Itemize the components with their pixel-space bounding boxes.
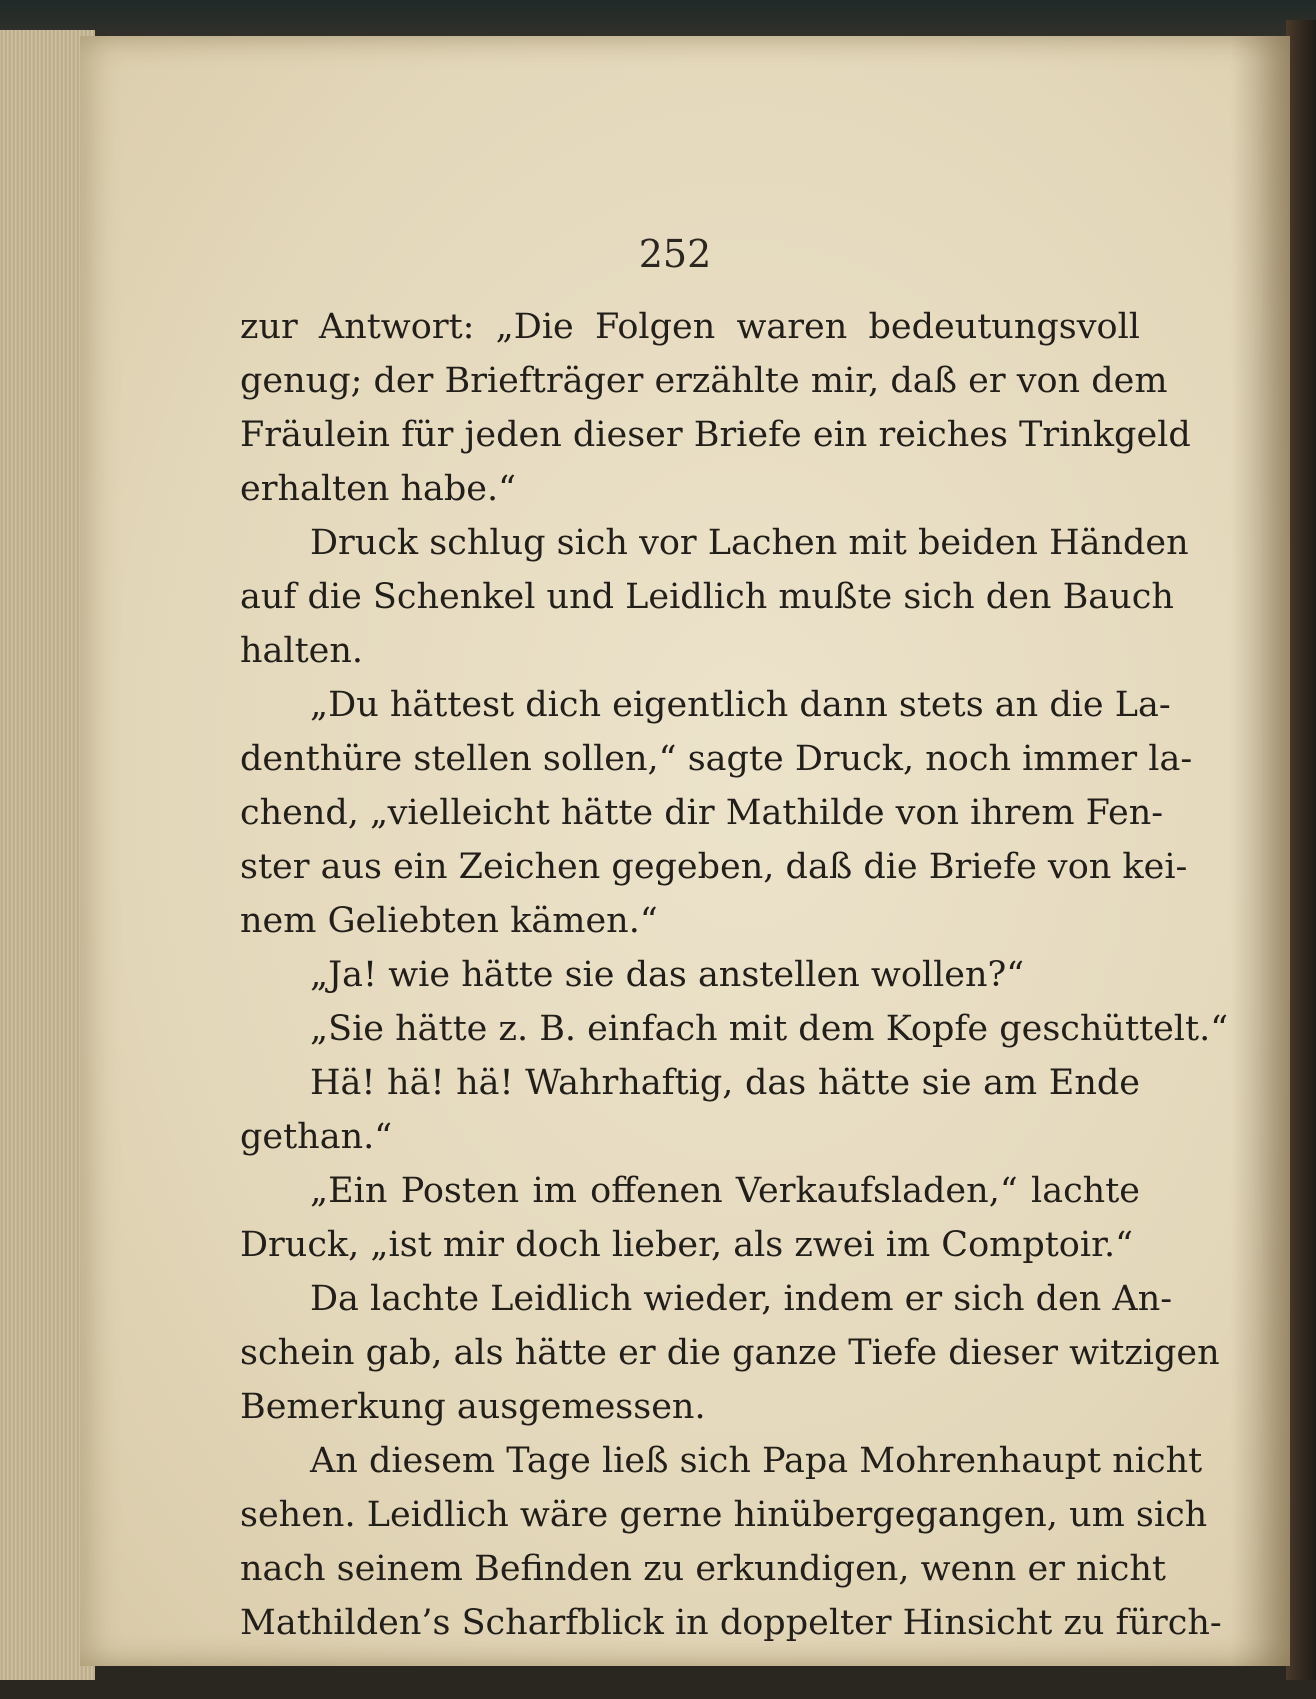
text-line: chend, „vielleicht hätte dir Mathilde von ihrem Fen- [240,793,1164,833]
text-line: Da lachte Leidlich wieder, indem er sich den An- [310,1279,1173,1319]
text-line: denthüre stellen sollen,“ sagte Druck, noch immer la- [240,739,1193,779]
book-cover-top-edge [0,0,1316,40]
text-line: erhalten habe.“ [240,469,517,509]
text-line: Mathilden’s Scharfblick in doppelter Hinsicht zu fürch- [240,1603,1222,1643]
text-line: „Ein Posten im offenen Verkaufsladen,“ lachte [310,1171,1140,1211]
text-line: halten. [240,631,364,671]
text-line: auf die Schenkel und Leidlich mußte sich den Bauch [240,577,1174,617]
text-line: ster aus ein Zeichen gegeben, daß die Briefe von kei- [240,847,1188,887]
text-line: schein gab, als hätte er die ganze Tiefe dieser witzigen [240,1333,1220,1373]
text-line: nach seinem Befinden zu erkundigen, wenn er nicht [240,1549,1166,1589]
page-number: 252 [638,232,712,276]
text-line: sehen. Leidlich wäre gerne hinübergegangen, um sich [240,1495,1208,1535]
text-line: gethan.“ [240,1117,393,1157]
page-gutter-shadow [1230,36,1290,1666]
text-line: zur Antwort: „Die Folgen waren bedeutungsvoll [240,307,1140,347]
text-line: „Sie hätte z. B. einfach mit dem Kopfe geschüttelt.“ [310,1009,1229,1049]
text-line: Hä! hä! hä! Wahrhaftig, das hätte sie am Ende [310,1063,1140,1103]
text-line: An diesem Tage ließ sich Papa Mohrenhaupt nicht [310,1441,1203,1481]
text-line: Bemerkung ausgemessen. [240,1387,706,1427]
text-line: „Du hättest dich eigentlich dann stets an die La- [310,685,1171,725]
text-line: nem Geliebten kämen.“ [240,901,658,941]
body-text [240,300,1229,1650]
text-line: Druck schlug sich vor Lachen mit beiden Händen [310,523,1189,563]
text-line: Druck, „ist mir doch lieber, als zwei im Comptoir.“ [240,1225,1133,1265]
text-line: genug; der Briefträger erzählte mir, daß er von dem [240,361,1168,401]
text-line: Fräulein für jeden dieser Briefe ein reiches Trinkgeld [240,415,1191,455]
book-cover-right-edge [1286,20,1316,1680]
text-line: „Ja! wie hätte sie das anstellen wollen?“ [310,955,1025,995]
